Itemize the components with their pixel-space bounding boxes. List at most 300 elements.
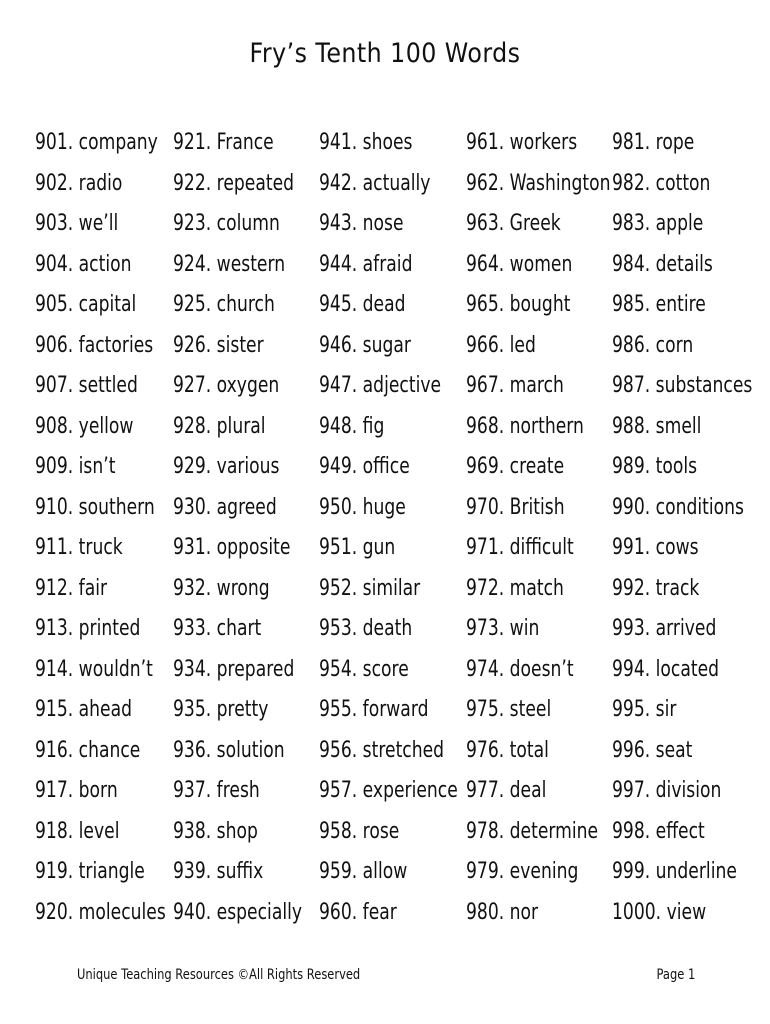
word-entry bbox=[35, 893, 166, 934]
word-text: yellow bbox=[78, 413, 134, 439]
word-entry bbox=[35, 204, 166, 245]
word-entry bbox=[35, 812, 166, 853]
word-number: 920. bbox=[35, 899, 74, 925]
word-text: pretty bbox=[216, 697, 269, 722]
word-entry bbox=[466, 731, 611, 772]
word-number: 962. bbox=[466, 170, 505, 196]
word-number: 970. bbox=[466, 494, 505, 520]
word-number: 935. bbox=[173, 697, 212, 722]
word-number: 998. bbox=[612, 818, 651, 844]
word-number: 989. bbox=[612, 454, 651, 479]
word-number: 981. bbox=[612, 130, 651, 155]
word-entry bbox=[35, 650, 166, 691]
word-text: huge bbox=[362, 494, 406, 520]
word-text: capital bbox=[78, 292, 137, 317]
word-number: 925. bbox=[173, 292, 212, 317]
word-entry bbox=[173, 123, 302, 164]
word-entry bbox=[35, 164, 166, 205]
word-text: fear bbox=[362, 899, 397, 925]
word-text: experience bbox=[362, 778, 458, 803]
word-number: 954. bbox=[319, 656, 358, 682]
word-number: 982. bbox=[612, 170, 651, 196]
word-number: 907. bbox=[35, 373, 74, 398]
word-text: view bbox=[666, 899, 707, 925]
word-entry bbox=[173, 164, 302, 205]
word-text: factories bbox=[78, 332, 154, 358]
word-number: 976. bbox=[466, 737, 505, 763]
word-text: Washington bbox=[509, 170, 611, 196]
word-number: 961. bbox=[466, 130, 505, 155]
word-number: 956. bbox=[319, 737, 358, 763]
word-number: 974. bbox=[466, 656, 505, 682]
word-entry bbox=[35, 528, 166, 569]
word-number: 936. bbox=[173, 737, 212, 763]
word-entry bbox=[612, 812, 752, 853]
word-entry bbox=[173, 731, 302, 772]
word-number: 965. bbox=[466, 292, 505, 317]
word-number: 927. bbox=[173, 373, 212, 398]
word-text: similar bbox=[362, 575, 421, 601]
word-number: 972. bbox=[466, 575, 505, 601]
word-text: nor bbox=[509, 899, 539, 925]
word-text: cows bbox=[655, 535, 699, 560]
word-entry bbox=[319, 164, 458, 205]
word-number: 913. bbox=[35, 616, 74, 641]
word-number: 916. bbox=[35, 737, 74, 763]
word-entry bbox=[35, 245, 166, 286]
word-text: fig bbox=[362, 413, 385, 439]
word-entry bbox=[35, 852, 166, 893]
word-entry bbox=[173, 812, 302, 853]
word-text: track bbox=[655, 575, 700, 601]
word-entry bbox=[173, 245, 302, 286]
word-entry bbox=[466, 852, 611, 893]
word-number: 943. bbox=[319, 211, 358, 236]
word-text: arrived bbox=[655, 616, 717, 641]
word-entry bbox=[466, 245, 611, 286]
word-entry bbox=[612, 366, 752, 407]
word-text: dead bbox=[362, 292, 406, 317]
word-number: 997. bbox=[612, 778, 651, 803]
word-number: 963. bbox=[466, 211, 505, 236]
word-text: deal bbox=[509, 778, 547, 803]
word-text: conditions bbox=[655, 494, 744, 520]
word-text: action bbox=[78, 251, 132, 277]
word-entry bbox=[319, 366, 458, 407]
word-number: 931. bbox=[173, 535, 212, 560]
word-number: 993. bbox=[612, 616, 651, 641]
word-entry bbox=[612, 204, 752, 245]
word-entry bbox=[612, 609, 752, 650]
word-number: 973. bbox=[466, 616, 505, 641]
word-text: molecules bbox=[78, 899, 166, 925]
word-entry bbox=[173, 650, 302, 691]
word-number: 918. bbox=[35, 818, 74, 844]
word-text: rope bbox=[655, 130, 695, 155]
word-number: 944. bbox=[319, 251, 358, 277]
word-text: especially bbox=[216, 899, 303, 925]
word-text: win bbox=[509, 616, 540, 641]
word-number: 951. bbox=[319, 535, 358, 560]
word-text: triangle bbox=[78, 859, 145, 884]
word-entry bbox=[466, 650, 611, 691]
word-entry bbox=[319, 407, 458, 448]
word-number: 939. bbox=[173, 859, 212, 884]
word-text: match bbox=[509, 575, 564, 601]
word-entry bbox=[466, 893, 611, 934]
word-entry bbox=[612, 893, 752, 934]
word-entry bbox=[173, 771, 302, 812]
word-text: chart bbox=[216, 616, 262, 641]
word-text: sir bbox=[655, 697, 677, 722]
footer-page-number: Page 1 bbox=[656, 967, 695, 983]
word-number: 914. bbox=[35, 656, 74, 682]
word-text: various bbox=[216, 454, 280, 479]
word-entry bbox=[466, 164, 611, 205]
word-number: 964. bbox=[466, 251, 505, 277]
word-entry bbox=[466, 609, 611, 650]
word-list-grid bbox=[35, 123, 755, 933]
word-number: 953. bbox=[319, 616, 358, 641]
word-text: actually bbox=[362, 170, 431, 196]
word-text: sister bbox=[216, 332, 264, 358]
word-number: 904. bbox=[35, 251, 74, 277]
word-text: France bbox=[216, 130, 274, 155]
word-entry bbox=[173, 609, 302, 650]
word-number: 967. bbox=[466, 373, 505, 398]
word-number: 910. bbox=[35, 494, 74, 520]
word-text: settled bbox=[78, 373, 138, 398]
word-entry bbox=[173, 528, 302, 569]
word-number: 987. bbox=[612, 373, 651, 398]
word-number: 959. bbox=[319, 859, 358, 884]
word-entry bbox=[612, 771, 752, 812]
word-number: 901. bbox=[35, 130, 74, 155]
word-entry bbox=[466, 204, 611, 245]
word-entry bbox=[35, 407, 166, 448]
word-number: 969. bbox=[466, 454, 505, 479]
word-entry bbox=[319, 123, 458, 164]
word-number: 928. bbox=[173, 413, 212, 439]
word-number: 917. bbox=[35, 778, 74, 803]
word-text: stretched bbox=[362, 737, 445, 763]
word-text: opposite bbox=[216, 535, 291, 560]
word-number: 924. bbox=[173, 251, 212, 277]
word-number: 952. bbox=[319, 575, 358, 601]
word-text: underline bbox=[655, 859, 737, 884]
word-text: allow bbox=[362, 859, 408, 884]
word-number: 906. bbox=[35, 332, 74, 358]
word-entry bbox=[612, 447, 752, 488]
word-number: 985. bbox=[612, 292, 651, 317]
word-text: fair bbox=[78, 575, 108, 601]
word-entry bbox=[466, 771, 611, 812]
word-text: march bbox=[509, 373, 564, 398]
word-entry bbox=[173, 690, 302, 731]
word-entry bbox=[319, 285, 458, 326]
word-entry bbox=[466, 407, 611, 448]
word-text: entire bbox=[655, 292, 706, 317]
word-entry bbox=[319, 204, 458, 245]
word-text: company bbox=[78, 130, 158, 155]
word-text: shoes bbox=[362, 130, 413, 155]
word-entry bbox=[612, 164, 752, 205]
word-number: 971. bbox=[466, 535, 505, 560]
word-number: 912. bbox=[35, 575, 74, 601]
word-text: steel bbox=[509, 697, 552, 722]
word-text: agreed bbox=[216, 494, 277, 520]
word-entry bbox=[466, 447, 611, 488]
word-entry bbox=[466, 123, 611, 164]
word-entry bbox=[612, 528, 752, 569]
word-text: doesn’t bbox=[509, 656, 574, 682]
word-entry bbox=[173, 204, 302, 245]
word-text: fresh bbox=[216, 778, 260, 803]
word-number: 922. bbox=[173, 170, 212, 196]
word-text: located bbox=[655, 656, 720, 682]
word-entry bbox=[466, 326, 611, 367]
word-text: shop bbox=[216, 818, 258, 844]
word-entry bbox=[319, 569, 458, 610]
word-text: northern bbox=[509, 413, 584, 439]
word-number: 909. bbox=[35, 454, 74, 479]
word-entry bbox=[35, 285, 166, 326]
page-title: Fry’s Tenth 100 Words bbox=[249, 38, 521, 69]
word-number: 948. bbox=[319, 413, 358, 439]
word-text: radio bbox=[78, 170, 123, 196]
word-entry bbox=[35, 731, 166, 772]
word-text: rose bbox=[362, 818, 400, 844]
word-column-5 bbox=[612, 123, 770, 933]
word-entry bbox=[173, 852, 302, 893]
word-text: details bbox=[655, 251, 713, 277]
word-number: 942. bbox=[319, 170, 358, 196]
word-entry bbox=[173, 447, 302, 488]
word-number: 995. bbox=[612, 697, 651, 722]
word-entry bbox=[319, 447, 458, 488]
word-entry bbox=[319, 771, 458, 812]
word-number: 975. bbox=[466, 697, 505, 722]
word-text: adjective bbox=[362, 373, 442, 398]
word-number: 994. bbox=[612, 656, 651, 682]
word-entry bbox=[173, 407, 302, 448]
word-number: 980. bbox=[466, 899, 505, 925]
word-number: 977. bbox=[466, 778, 505, 803]
word-number: 911. bbox=[35, 535, 74, 560]
word-entry bbox=[612, 852, 752, 893]
word-number: 955. bbox=[319, 697, 358, 722]
word-number: 949. bbox=[319, 454, 358, 479]
word-text: western bbox=[216, 251, 286, 277]
word-text: afraid bbox=[362, 251, 413, 277]
word-entry bbox=[173, 893, 302, 934]
word-entry bbox=[319, 609, 458, 650]
word-entry bbox=[612, 488, 752, 529]
word-text: division bbox=[655, 778, 722, 803]
word-text: led bbox=[509, 332, 536, 358]
word-number: 923. bbox=[173, 211, 212, 236]
word-text: tools bbox=[655, 454, 698, 479]
word-text: repeated bbox=[216, 170, 295, 196]
word-number: 968. bbox=[466, 413, 505, 439]
word-number: 908. bbox=[35, 413, 74, 439]
word-entry bbox=[319, 852, 458, 893]
word-text: smell bbox=[655, 413, 702, 439]
word-text: ahead bbox=[78, 697, 133, 722]
word-text: seat bbox=[655, 737, 693, 763]
word-text: born bbox=[78, 778, 118, 803]
word-number: 937. bbox=[173, 778, 212, 803]
word-number: 983. bbox=[612, 211, 651, 236]
word-number: 938. bbox=[173, 818, 212, 844]
word-text: women bbox=[509, 251, 573, 277]
word-text: solution bbox=[216, 737, 285, 763]
word-number: 988. bbox=[612, 413, 651, 439]
word-number: 1000. bbox=[612, 899, 662, 925]
word-entry bbox=[319, 812, 458, 853]
word-number: 957. bbox=[319, 778, 358, 803]
word-number: 941. bbox=[319, 130, 358, 155]
word-entry bbox=[466, 569, 611, 610]
word-entry bbox=[466, 285, 611, 326]
word-text: southern bbox=[78, 494, 155, 520]
word-entry bbox=[466, 366, 611, 407]
word-entry bbox=[173, 488, 302, 529]
word-entry bbox=[466, 812, 611, 853]
word-number: 919. bbox=[35, 859, 74, 884]
word-number: 946. bbox=[319, 332, 358, 358]
word-text: prepared bbox=[216, 656, 295, 682]
word-entry bbox=[612, 326, 752, 367]
word-text: corn bbox=[655, 332, 694, 358]
word-text: forward bbox=[362, 697, 429, 722]
word-entry bbox=[35, 366, 166, 407]
word-number: 999. bbox=[612, 859, 651, 884]
word-entry bbox=[612, 285, 752, 326]
word-text: nose bbox=[362, 211, 404, 236]
word-text: level bbox=[78, 818, 120, 844]
word-entry bbox=[319, 326, 458, 367]
word-number: 996. bbox=[612, 737, 651, 763]
word-number: 921. bbox=[173, 130, 212, 155]
word-text: workers bbox=[509, 130, 578, 155]
word-number: 979. bbox=[466, 859, 505, 884]
word-column-2 bbox=[173, 123, 338, 933]
word-number: 903. bbox=[35, 211, 74, 236]
word-text: office bbox=[362, 454, 410, 479]
word-number: 945. bbox=[319, 292, 358, 317]
word-entry bbox=[35, 488, 166, 529]
word-text: suffix bbox=[216, 859, 264, 884]
word-entry bbox=[466, 528, 611, 569]
word-text: church bbox=[216, 292, 275, 317]
word-text: bought bbox=[509, 292, 571, 317]
word-entry bbox=[319, 528, 458, 569]
word-number: 990. bbox=[612, 494, 651, 520]
word-text: apple bbox=[655, 211, 704, 236]
word-entry bbox=[35, 569, 166, 610]
word-entry bbox=[173, 569, 302, 610]
word-entry bbox=[466, 488, 611, 529]
word-number: 984. bbox=[612, 251, 651, 277]
word-number: 978. bbox=[466, 818, 505, 844]
word-text: determine bbox=[509, 818, 599, 844]
word-entry bbox=[466, 690, 611, 731]
word-text: create bbox=[509, 454, 565, 479]
word-number: 926. bbox=[173, 332, 212, 358]
word-entry bbox=[173, 285, 302, 326]
word-text: oxygen bbox=[216, 373, 280, 398]
word-text: gun bbox=[362, 535, 396, 560]
word-number: 934. bbox=[173, 656, 212, 682]
word-number: 902. bbox=[35, 170, 74, 196]
word-number: 960. bbox=[319, 899, 358, 925]
word-number: 930. bbox=[173, 494, 212, 520]
word-text: total bbox=[509, 737, 549, 763]
word-number: 992. bbox=[612, 575, 651, 601]
word-number: 947. bbox=[319, 373, 358, 398]
word-text: British bbox=[509, 494, 565, 520]
word-text: evening bbox=[509, 859, 579, 884]
word-number: 950. bbox=[319, 494, 358, 520]
word-entry bbox=[319, 731, 458, 772]
word-number: 966. bbox=[466, 332, 505, 358]
word-entry bbox=[319, 690, 458, 731]
word-entry bbox=[35, 690, 166, 731]
word-entry bbox=[35, 123, 166, 164]
word-entry bbox=[173, 366, 302, 407]
word-entry bbox=[319, 650, 458, 691]
word-text: sugar bbox=[362, 332, 411, 358]
word-text: chance bbox=[78, 737, 141, 763]
word-entry bbox=[612, 569, 752, 610]
word-entry bbox=[612, 650, 752, 691]
word-text: cotton bbox=[655, 170, 711, 196]
word-entry bbox=[35, 447, 166, 488]
word-text: printed bbox=[78, 616, 141, 641]
word-number: 932. bbox=[173, 575, 212, 601]
word-entry bbox=[319, 893, 458, 934]
word-number: 940. bbox=[173, 899, 212, 925]
word-number: 991. bbox=[612, 535, 651, 560]
word-entry bbox=[612, 690, 752, 731]
word-entry bbox=[173, 326, 302, 367]
word-text: truck bbox=[78, 535, 123, 560]
footer-copyright: Unique Teaching Resources ©All Rights Reserved bbox=[77, 967, 361, 983]
word-text: column bbox=[216, 211, 280, 236]
word-entry bbox=[319, 245, 458, 286]
word-entry bbox=[612, 407, 752, 448]
word-entry bbox=[612, 245, 752, 286]
word-text: Greek bbox=[509, 211, 561, 236]
word-text: isn’t bbox=[78, 454, 116, 479]
word-number: 929. bbox=[173, 454, 212, 479]
word-entry bbox=[35, 326, 166, 367]
word-text: wouldn’t bbox=[78, 656, 153, 682]
word-number: 933. bbox=[173, 616, 212, 641]
word-number: 958. bbox=[319, 818, 358, 844]
word-entry bbox=[612, 123, 752, 164]
word-text: substances bbox=[655, 373, 753, 398]
word-number: 915. bbox=[35, 697, 74, 722]
word-number: 905. bbox=[35, 292, 74, 317]
word-entry bbox=[612, 731, 752, 772]
word-text: score bbox=[362, 656, 409, 682]
word-text: effect bbox=[655, 818, 705, 844]
word-entry bbox=[35, 609, 166, 650]
word-text: difficult bbox=[509, 535, 574, 560]
word-entry bbox=[35, 771, 166, 812]
